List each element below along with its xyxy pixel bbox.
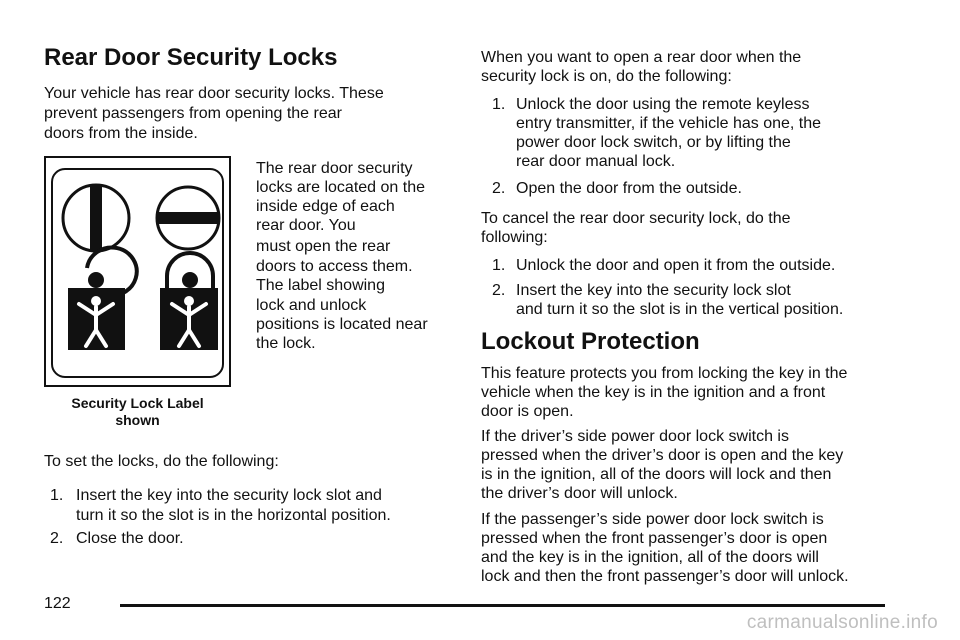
vertical-slot-icon (63, 185, 129, 251)
step-text: Close the door. (76, 530, 184, 547)
lockout-paragraph: pressed when the front passenger’s door is open (481, 530, 828, 547)
cancel-intro: To cancel the rear door security lock, do the (481, 210, 791, 227)
side-text-line: inside edge of each (256, 198, 395, 215)
step-number: 1. (492, 257, 506, 274)
side-text-line: doors to access them. (256, 258, 413, 275)
security-lock-label-figure (44, 156, 231, 387)
step-text: and turn it so the slot is in the vertical position. (516, 301, 844, 318)
side-text-line: The rear door security (256, 160, 413, 177)
step-text: Insert the key into the security lock slot (516, 282, 791, 299)
intro-line: prevent passengers from opening the rear (44, 105, 342, 122)
step-text: Unlock the door using the remote keyless (516, 96, 810, 113)
section-title-lockout-protection: Lockout Protection (481, 328, 700, 355)
lockout-paragraph: vehicle when the key is in the ignition and a front (481, 384, 826, 401)
side-text-line: The label showing (256, 277, 385, 294)
lockout-paragraph: lock and then the front passenger’s door will unlock. (481, 568, 849, 585)
step-text: entry transmitter, if the vehicle has one, the (516, 115, 822, 132)
lock-label-panel (51, 168, 224, 378)
step-text: turn it so the slot is in the horizontal position. (76, 507, 391, 524)
step-number: 1. (492, 96, 506, 113)
child-unlocked-padlock-icon (68, 248, 137, 350)
side-text-line: locks are located on the (256, 179, 425, 196)
lockout-paragraph: If the passenger’s side power door lock switch is (481, 511, 824, 528)
figure-caption: shown (115, 412, 160, 428)
lock-label-illustration (53, 170, 222, 376)
lockout-paragraph: and the key is in the ignition, all of the doors will (481, 549, 819, 566)
step-text: rear door manual lock. (516, 153, 676, 170)
side-text-line: the lock. (256, 335, 316, 352)
child-locked-padlock-icon (160, 253, 218, 350)
step-text: Open the door from the outside. (516, 180, 742, 197)
step-number: 2. (492, 282, 506, 299)
cancel-intro: following: (481, 229, 548, 246)
step-text: Unlock the door and open it from the outside. (516, 257, 836, 274)
open-door-intro: security lock is on, do the following: (481, 68, 732, 85)
open-door-intro: When you want to open a rear door when the (481, 49, 802, 66)
figure-caption: Security Lock Label (71, 395, 204, 411)
step-text: Insert the key into the security lock slot and (76, 487, 382, 504)
step-text: power door lock switch, or by lifting the (516, 134, 791, 151)
side-text-line: rear door. You (256, 217, 356, 234)
side-text-line: positions is located near (256, 316, 428, 333)
lockout-paragraph: the driver’s door will unlock. (481, 485, 678, 502)
lockout-paragraph: pressed when the driver’s door is open and the key (481, 447, 844, 464)
intro-line: Your vehicle has rear door security locks. These (44, 85, 384, 102)
set-locks-intro: To set the locks, do the following: (44, 453, 279, 470)
lockout-paragraph: If the driver’s side power door lock switch is (481, 428, 789, 445)
footer-rule (120, 604, 885, 607)
step-number: 1. (50, 487, 64, 504)
horizontal-slot-icon (157, 187, 219, 249)
lockout-paragraph: This feature protects you from locking the key in the (481, 365, 848, 382)
side-text-line: must open the rear (256, 238, 391, 255)
lockout-paragraph: is in the ignition, all of the doors will lock and then (481, 466, 832, 483)
page-number: 122 (44, 595, 71, 612)
watermark: carmanualsonline.info (746, 612, 938, 633)
intro-line: doors from the inside. (44, 125, 198, 142)
section-title-security-locks: Rear Door Security Locks (44, 44, 338, 71)
step-number: 2. (492, 180, 506, 197)
step-number: 2. (50, 530, 64, 547)
lockout-paragraph: door is open. (481, 403, 574, 420)
side-text-line: lock and unlock (256, 297, 367, 314)
